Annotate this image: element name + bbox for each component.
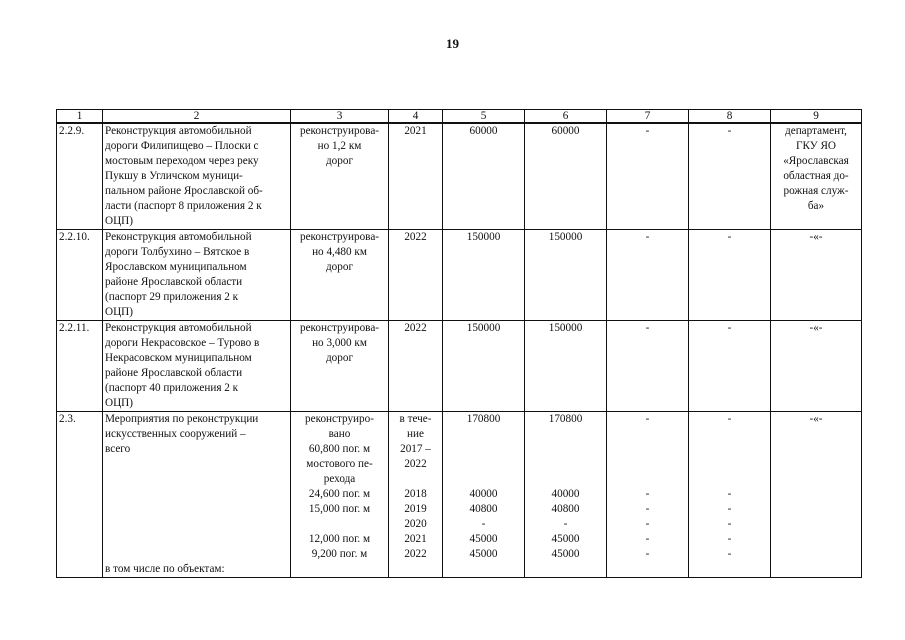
cell-line: (паспорт 40 приложения 2 к bbox=[105, 382, 239, 394]
cell-line bbox=[445, 427, 522, 442]
cell-line: 170800 bbox=[548, 413, 583, 425]
cell-line: Реконструкция автомобильной bbox=[105, 231, 252, 243]
measure-name bbox=[103, 412, 291, 578]
row-number bbox=[57, 230, 103, 321]
result-cell bbox=[291, 230, 389, 321]
cell-text: - bbox=[727, 125, 732, 137]
cell-line: ОЦП) bbox=[105, 215, 133, 227]
cell-line: но 1,2 км bbox=[317, 140, 362, 152]
cell-text: - bbox=[727, 322, 732, 334]
cell-line: -«- bbox=[809, 322, 823, 334]
cell-line bbox=[391, 472, 440, 487]
col-header: 5 bbox=[443, 110, 525, 124]
total-cell bbox=[443, 230, 525, 321]
row-number bbox=[57, 412, 103, 578]
col-header: 4 bbox=[389, 110, 443, 124]
col8-cell bbox=[689, 230, 771, 321]
cell-line: 45000 bbox=[551, 548, 580, 560]
cell-text: 60000 bbox=[551, 125, 580, 137]
cell-line: дороги Некрасовское – Турово в bbox=[105, 337, 260, 349]
cell-line: мостовым переходом через реку bbox=[105, 155, 259, 167]
col8-cell bbox=[689, 412, 771, 578]
cell-line: ласти (паспорт 8 приложения 2 к bbox=[105, 200, 262, 212]
cell-line: 45000 bbox=[469, 548, 498, 560]
cell-line: дороги Толбухино – Вятское в bbox=[105, 246, 250, 258]
row-number bbox=[57, 321, 103, 412]
cell-line: ОЦП) bbox=[105, 306, 133, 318]
cell-line: 45000 bbox=[469, 533, 498, 545]
year-cell bbox=[389, 230, 443, 321]
cell-line: Реконструкция автомобильной bbox=[105, 125, 252, 137]
cell-line: Реконструкция автомобильной bbox=[105, 322, 252, 334]
program-table bbox=[56, 109, 862, 578]
spacer bbox=[105, 457, 288, 472]
cell-line: рехода bbox=[323, 473, 356, 485]
spacer bbox=[105, 472, 288, 487]
cell-line: - bbox=[645, 533, 650, 545]
regional-cell bbox=[525, 321, 607, 412]
measure-name bbox=[103, 230, 291, 321]
cell-line: - bbox=[645, 548, 650, 560]
col-header: 7 bbox=[607, 110, 689, 124]
result-cell bbox=[291, 123, 389, 230]
year-cell bbox=[389, 321, 443, 412]
col-header: 6 bbox=[525, 110, 607, 124]
cell-line: вано bbox=[328, 428, 351, 440]
cell-text: 2021 bbox=[404, 125, 427, 137]
cell-line: - bbox=[727, 518, 732, 530]
spacer bbox=[105, 502, 288, 517]
spacer bbox=[105, 517, 288, 532]
total-cell bbox=[443, 412, 525, 578]
col-header: 9 bbox=[771, 110, 862, 124]
col7-cell bbox=[607, 412, 689, 578]
cell-line bbox=[691, 457, 768, 472]
section-footer: в том числе по объектам: bbox=[105, 563, 225, 575]
spacer bbox=[105, 532, 288, 547]
cell-line: дороги Филипищево – Плоски с bbox=[105, 140, 259, 152]
cell-line: реконструирова- bbox=[299, 125, 380, 137]
col7-cell bbox=[607, 123, 689, 230]
cell-line: дорог bbox=[325, 352, 354, 364]
table-row bbox=[57, 321, 862, 412]
cell-text: 2.2.9. bbox=[59, 125, 85, 137]
page-number: 19 bbox=[446, 36, 459, 51]
col7-cell bbox=[607, 230, 689, 321]
cell-line bbox=[527, 442, 604, 457]
cell-line: - bbox=[645, 518, 650, 530]
cell-line bbox=[527, 427, 604, 442]
cell-line: -«- bbox=[809, 413, 823, 425]
cell-line: 9,200 пог. м bbox=[311, 548, 368, 560]
cell-line: - bbox=[727, 533, 732, 545]
cell-line bbox=[527, 472, 604, 487]
cell-line bbox=[609, 442, 686, 457]
cell-line bbox=[609, 427, 686, 442]
cell-line: но 3,000 км bbox=[312, 337, 367, 349]
cell-text: 2.2.11. bbox=[59, 322, 90, 334]
cell-line: Ярославском муниципальном bbox=[105, 261, 247, 273]
cell-line: - bbox=[727, 503, 732, 515]
cell-line bbox=[691, 472, 768, 487]
cell-line bbox=[609, 472, 686, 487]
cell-line: 40000 bbox=[551, 488, 580, 500]
cell-line: - bbox=[645, 413, 650, 425]
cell-text: - bbox=[645, 322, 650, 334]
cell-line: 170800 bbox=[466, 413, 501, 425]
cell-line: - bbox=[727, 488, 732, 500]
cell-line: реконструиро- bbox=[305, 413, 374, 425]
cell-text: - bbox=[645, 125, 650, 137]
cell-line: областная до- bbox=[783, 170, 849, 182]
col-header: 3 bbox=[291, 110, 389, 124]
cell-line: Пукшу в Угличском муници- bbox=[105, 170, 243, 182]
cell-line: (паспорт 29 приложения 2 к bbox=[105, 291, 239, 303]
cell-line: 40000 bbox=[469, 488, 498, 500]
cell-line: -«- bbox=[809, 231, 823, 243]
col-header: 8 bbox=[689, 110, 771, 124]
cell-text: - bbox=[645, 231, 650, 243]
table-row bbox=[57, 123, 862, 230]
cell-line: районе Ярославской области bbox=[105, 367, 243, 379]
cell-line: пальном районе Ярославской об- bbox=[105, 185, 263, 197]
spacer bbox=[105, 547, 288, 562]
cell-text: 2022 bbox=[404, 231, 427, 243]
cell-line: - bbox=[481, 518, 486, 530]
measure-name bbox=[103, 123, 291, 230]
cell-text: 2.3. bbox=[59, 413, 76, 425]
cell-line: всего bbox=[105, 443, 131, 455]
cell-line bbox=[527, 457, 604, 472]
cell-line bbox=[445, 457, 522, 472]
cell-text: 60000 bbox=[469, 125, 498, 137]
cell-line: в тече- bbox=[399, 413, 432, 425]
col-header: 2 bbox=[103, 110, 291, 124]
row-number bbox=[57, 123, 103, 230]
executor-cell bbox=[771, 412, 862, 578]
cell-line bbox=[691, 427, 768, 442]
result-cell bbox=[291, 321, 389, 412]
cell-line: районе Ярославской области bbox=[105, 276, 243, 288]
cell-line: ба» bbox=[807, 200, 825, 212]
cell-text: 150000 bbox=[466, 231, 501, 243]
cell-line: дорог bbox=[325, 261, 354, 273]
cell-text: 2.2.10. bbox=[59, 231, 90, 243]
result-cell bbox=[291, 412, 389, 578]
table-row bbox=[57, 230, 862, 321]
executor-cell bbox=[771, 123, 862, 230]
cell-line: 15,000 пог. м bbox=[308, 503, 371, 515]
col7-cell bbox=[607, 321, 689, 412]
cell-line: 2020 bbox=[404, 518, 427, 530]
cell-line: рожная служ- bbox=[783, 185, 849, 197]
executor-cell bbox=[771, 230, 862, 321]
cell-line: - bbox=[563, 518, 568, 530]
cell-line: - bbox=[727, 413, 732, 425]
col-header: 1 bbox=[57, 110, 103, 124]
cell-line: 2019 bbox=[404, 503, 427, 515]
cell-line: 2018 bbox=[404, 488, 427, 500]
total-cell bbox=[443, 123, 525, 230]
cell-line: 2017 – bbox=[400, 443, 431, 455]
cell-line: «Ярославская bbox=[783, 155, 849, 167]
regional-cell bbox=[525, 123, 607, 230]
cell-line: Мероприятия по реконструкции bbox=[105, 413, 259, 425]
cell-line: искусственных сооружений – bbox=[105, 428, 246, 440]
cell-line: ОЦП) bbox=[105, 397, 133, 409]
section-row bbox=[57, 412, 862, 578]
cell-line bbox=[691, 442, 768, 457]
cell-line: 2022 bbox=[404, 548, 427, 560]
cell-line: мостового пе- bbox=[306, 458, 373, 470]
cell-line: Некрасовском муниципальном bbox=[105, 352, 252, 364]
cell-line: департамент, bbox=[785, 125, 847, 137]
cell-line: 2021 bbox=[404, 533, 427, 545]
cell-text: - bbox=[727, 231, 732, 243]
cell-line: 40800 bbox=[551, 503, 580, 515]
cell-line bbox=[445, 442, 522, 457]
col8-cell bbox=[689, 321, 771, 412]
cell-text: 150000 bbox=[548, 231, 583, 243]
header-row bbox=[57, 110, 862, 124]
cell-line: 24,600 пог. м bbox=[308, 488, 371, 500]
cell-line: реконструирова- bbox=[299, 322, 380, 334]
cell-line bbox=[293, 517, 386, 532]
total-cell bbox=[443, 321, 525, 412]
regional-cell bbox=[525, 230, 607, 321]
cell-line: но 4,480 км bbox=[312, 246, 367, 258]
cell-line: дорог bbox=[325, 155, 354, 167]
cell-line: ГКУ ЯО bbox=[796, 140, 836, 152]
year-cell bbox=[389, 123, 443, 230]
cell-line: 40800 bbox=[469, 503, 498, 515]
cell-text: 150000 bbox=[466, 322, 501, 334]
cell-line: 2022 bbox=[404, 458, 427, 470]
cell-line: 12,000 пог. м bbox=[308, 533, 371, 545]
col8-cell bbox=[689, 123, 771, 230]
cell-line: реконструирова- bbox=[299, 231, 380, 243]
cell-line bbox=[445, 472, 522, 487]
year-cell bbox=[389, 412, 443, 578]
cell-text: 150000 bbox=[548, 322, 583, 334]
cell-line: - bbox=[645, 488, 650, 500]
cell-text: 2022 bbox=[404, 322, 427, 334]
regional-cell bbox=[525, 412, 607, 578]
executor-cell bbox=[771, 321, 862, 412]
cell-line: ние bbox=[407, 428, 424, 440]
cell-line: 60,800 пог. м bbox=[308, 443, 371, 455]
cell-line: 45000 bbox=[551, 533, 580, 545]
measure-name bbox=[103, 321, 291, 412]
cell-line: - bbox=[645, 503, 650, 515]
spacer bbox=[105, 487, 288, 502]
cell-line bbox=[609, 457, 686, 472]
cell-line: - bbox=[727, 548, 732, 560]
